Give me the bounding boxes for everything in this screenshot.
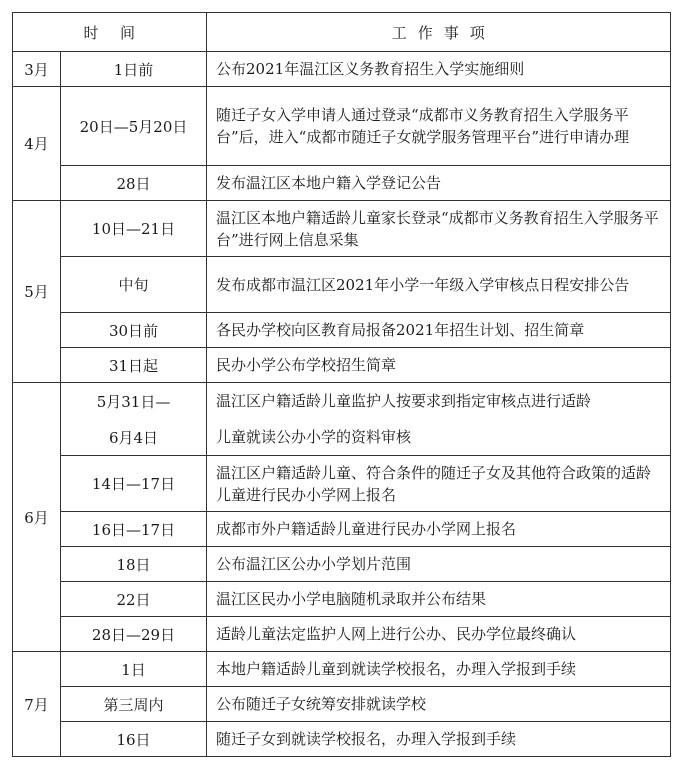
item-cell: 本地户籍适龄儿童到就读学校报名，办理入学报到手续 — [207, 652, 671, 687]
item-cell: 民办小学公布学校招生简章 — [207, 348, 671, 383]
month-cell: 5月 — [13, 201, 61, 383]
item-cell: 温江区民办小学电脑随机录取并公布结果 — [207, 582, 671, 617]
time-cell: 1日前 — [61, 52, 207, 87]
item-cell: 各民办学校向区教育局报备2021年招生计划、招生简章 — [207, 313, 671, 348]
item-cell: 成都市外户籍适龄儿童进行民办小学网上报名 — [207, 512, 671, 547]
table-row — [13, 582, 671, 617]
table-row — [13, 512, 671, 547]
item-cell — [207, 383, 671, 456]
table-row — [13, 456, 671, 512]
time-cell: 30日前 — [61, 313, 207, 348]
item-cell: 随迁子女入学申请人通过登录“成都市义务教育招生入学服务平台”后，进入“成都市随迁子女就学服务管理平台”进行申请办理 — [207, 87, 671, 166]
month-cell: 4月 — [13, 87, 61, 201]
time-cell: 中旬 — [61, 257, 207, 313]
item-cell: 温江区户籍适龄儿童、符合条件的随迁子女及其他符合政策的适龄儿童进行民办小学网上报名 — [207, 456, 671, 512]
time-cell: 10日—21日 — [61, 201, 207, 257]
item-cell: 发布成都市温江区2021年小学一年级入学审核点日程安排公告 — [207, 257, 671, 313]
table-row — [13, 87, 671, 166]
table-row — [13, 617, 671, 652]
schedule-table — [12, 12, 671, 757]
item-cell: 公布温江区公办小学划片范围 — [207, 547, 671, 582]
header-item: 工 作 事 项 — [207, 13, 671, 52]
item-cell: 发布温江区本地户籍入学登记公告 — [207, 166, 671, 201]
time-cell: 1日 — [61, 652, 207, 687]
item-cell: 温江区本地户籍适龄儿童家长登录“成都市义务教育招生入学服务平台”进行网上信息采集 — [207, 201, 671, 257]
time-cell: 28日—29日 — [61, 617, 207, 652]
table-row — [13, 313, 671, 348]
table-row — [13, 687, 671, 722]
table-row — [13, 257, 671, 313]
time-cell: 16日 — [61, 722, 207, 757]
table-row — [13, 547, 671, 582]
table-header-row — [13, 13, 671, 52]
time-cell: 20日—5月20日 — [61, 87, 207, 166]
item-line: 儿童就读公办小学的资料审核 — [216, 428, 412, 446]
item-cell: 公布随迁子女统筹安排就读学校 — [207, 687, 671, 722]
time-line: 5月31日— — [96, 392, 171, 411]
table-row — [13, 52, 671, 87]
time-cell: 22日 — [61, 582, 207, 617]
time-cell — [61, 383, 207, 456]
table-row — [13, 722, 671, 757]
item-cell: 随迁子女到就读学校报名，办理入学报到手续 — [207, 722, 671, 757]
time-cell: 31日起 — [61, 348, 207, 383]
item-cell: 适龄儿童法定监护人网上进行公办、民办学位最终确认 — [207, 617, 671, 652]
time-line: 6月4日 — [108, 428, 159, 447]
month-cell: 6月 — [13, 383, 61, 652]
time-cell: 28日 — [61, 166, 207, 201]
header-time: 时 间 — [13, 13, 207, 52]
month-cell: 7月 — [13, 652, 61, 757]
item-line: 温江区户籍适龄儿童监护人按要求到指定审核点进行适龄 — [216, 392, 592, 410]
table-row — [13, 383, 671, 456]
time-cell: 14日—17日 — [61, 456, 207, 512]
table-row — [13, 201, 671, 257]
table-row — [13, 348, 671, 383]
time-cell: 18日 — [61, 547, 207, 582]
time-cell: 第三周内 — [61, 687, 207, 722]
table-row — [13, 166, 671, 201]
month-cell: 3月 — [13, 52, 61, 87]
table-row — [13, 652, 671, 687]
time-cell: 16日—17日 — [61, 512, 207, 547]
item-cell: 公布2021年温江区义务教育招生入学实施细则 — [207, 52, 671, 87]
